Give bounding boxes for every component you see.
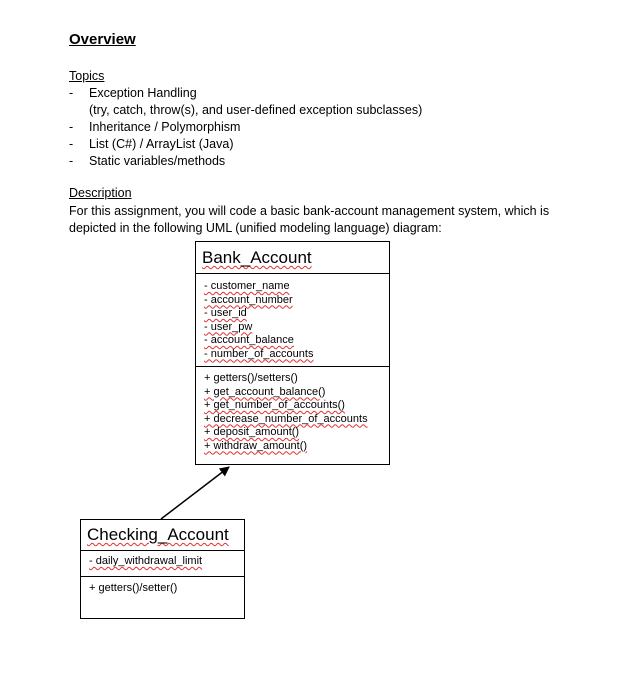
method-item: + get_account_balance() [204, 385, 326, 398]
bullet-dash: - [69, 137, 74, 151]
attributes-section [196, 274, 389, 367]
topic-text: Exception Handling [89, 86, 197, 100]
method-item: + getters()/setter() [89, 582, 178, 594]
attribute-item: - customer_name [204, 280, 290, 292]
attribute-item: - account_balance [204, 334, 294, 346]
class-name: Bank_Account [196, 242, 389, 274]
attributes-section [81, 551, 244, 577]
bullet-dash: - [69, 86, 74, 100]
method-item: + withdraw_amount() [204, 439, 308, 452]
bullet-dash: - [69, 154, 74, 168]
description-heading: Description [69, 186, 132, 200]
overview-title: Overview [69, 31, 136, 48]
topic-text: Static variables/methods [89, 154, 226, 168]
attribute-item: - number_of_accounts [204, 347, 314, 360]
description-text: For this assignment, you will code a basic bank-account management system, which is depicted in the following UML (unified modeling language) diagram: [69, 204, 550, 235]
method-item: + deposit_amount() [204, 426, 300, 438]
method-item: + decrease_number_of_accounts [204, 412, 368, 425]
checking-account-class-box [80, 519, 245, 619]
inheritance-line [161, 467, 229, 519]
method-item: + get_number_of_accounts() [204, 399, 345, 411]
attribute-item: - daily_withdrawal_limit [89, 555, 203, 567]
class-name: Checking_Account [81, 520, 244, 551]
topic-text: List (C#) / ArrayList (Java) [89, 137, 234, 151]
method-item: + getters()/setters() [204, 372, 298, 384]
attribute-item: - user_pw [204, 320, 253, 333]
methods-section [81, 577, 244, 601]
attribute-item: - account_number [204, 293, 293, 306]
topic-text: Inheritance / Polymorphism [89, 120, 241, 134]
bank-account-class-box [195, 241, 390, 465]
methods-section [196, 367, 389, 458]
topic-subtext: (try, catch, throw(s), and user-defined exception subclasses) [89, 103, 423, 117]
topics-heading: Topics [69, 69, 105, 83]
bullet-dash: - [69, 120, 74, 134]
attribute-item: - user_id [204, 307, 247, 319]
